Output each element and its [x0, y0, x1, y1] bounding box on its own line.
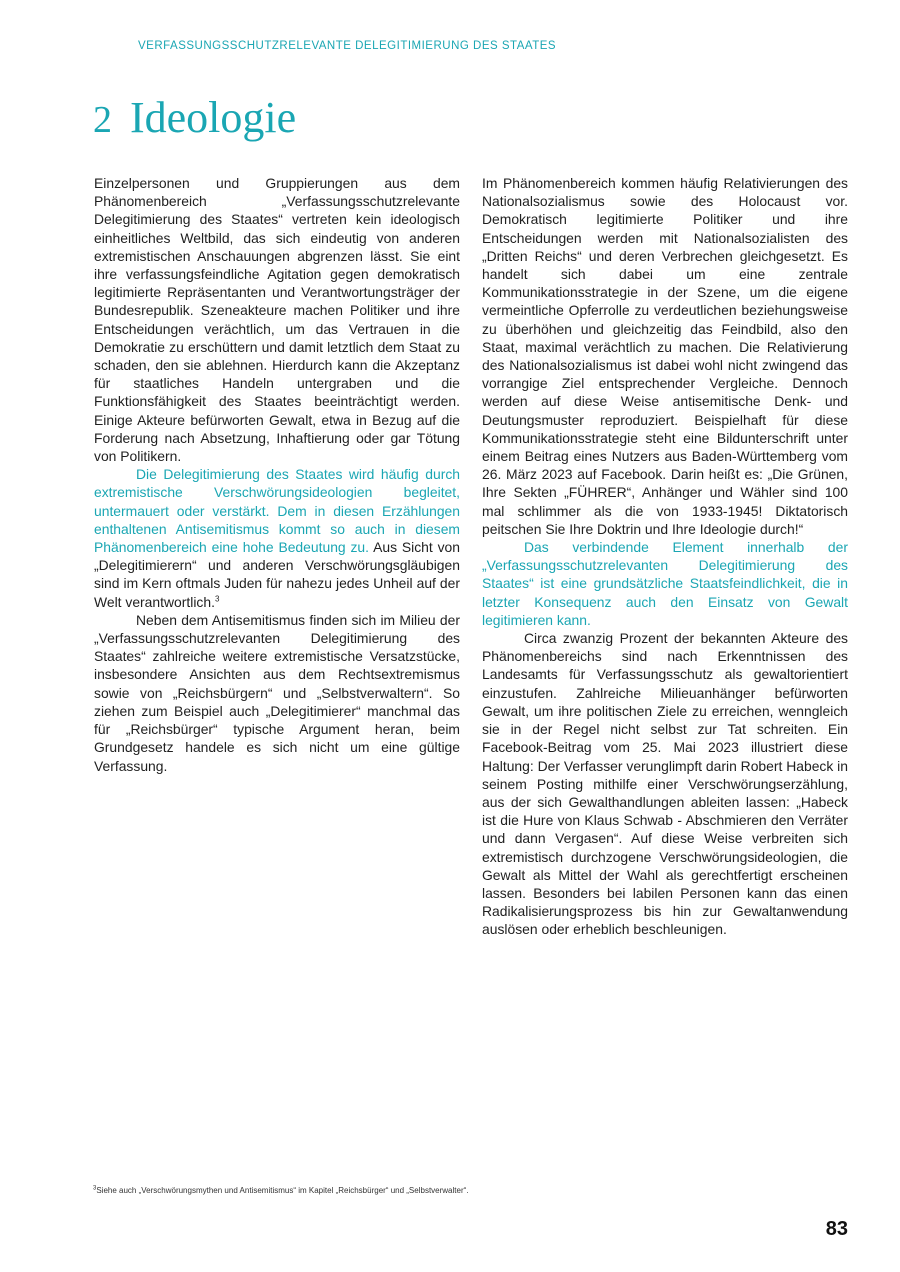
- page-number: 83: [825, 1218, 848, 1240]
- paragraph: Im Phänomenbereich kommen häufig Relativierungen des Nationalsozialismus sowie des Holocaust vor. Demokratisch legitimierte Politiker und ihre Entscheidungen werden mit Nationalsozialisten des „Dritten Reichs“ und deren Verbrechen gleichgesetzt. Es handelt sich dabei um eine zentrale Kommunikationsstrategie in der Szene, um die eigene vermeintliche Opferrolle zu verdeutlichen beziehungsweise zu überhöhen und gleichzeitig das Feindbild, also den Staat, maximal verächtlich zu machen. Die Relativierung des Nationalsozialismus ist dabei wohl nicht zwingend das vorrangige Ziel entsprechender Vergleiche. Dennoch werden auf diese Weise antisemitische Denk- und Deutungsmuster reproduziert. Beispielhaft für diese Kommunikationsstrategie steht eine Bildunterschrift unter einem Beitrag eines Nutzers aus Baden-Württemberg vom 26. März 2023 auf Facebook. Darin heißt es: „Die Grünen, Ihre Sekten „FÜHRER“, Anhänger und Wähler sind 100 mal schlimmer als die von 1933-1945! Diktatorisch peitschen Sie Ihre Doktrin und Ihre Ideologie durch!“: [482, 175, 848, 537]
- chapter-title: Ideologie: [130, 93, 297, 142]
- paragraph: Circa zwanzig Prozent der bekannten Akteure des Phänomenbereichs sind nach Erkenntnissen des Landesamts für Verfassungsschutz als gewaltorientiert einzustufen. Zahlreiche Milieuanhänger befürworten Gewalt, um ihre politischen Ziele zu erreichen, wenngleich sie in der Regel nicht selbst zur Tat schreiten. Ein Facebook-Beitrag vom 25. Mai 2023 illustriert diese Haltung: Der Verfasser verunglimpft darin Robert Habeck in seinem Posting mithilfe einer Verschwörungserzählung, aus der sich Gewalthandlungen ableiten lassen: „Habeck ist die Hure von Klaus Schwab - Abschmieren den Verräter und dann Vergasen“. Auf diese Weise verbreiten sich extremistisch durchzogene Verschwörungsideologien, die Gewalt als Mittel der Wahl als gerechtfertigt erscheinen lassen. Besonders bei labilen Personen kann das einen Radikalisierungsprozess bis hin zur Gewaltanwendung auslösen oder erheblich beschleunigen.: [482, 630, 848, 938]
- highlighted-text: Die Delegitimierung des Staates wird häufig durch extremistische Verschwörungsideologien begleitet, untermauert oder verstärkt. Dem in diesen Erzählungen enthaltenen Antisemitismus kommt so auch in diesem Phänomenbereich eine hohe Bedeutung zu.: [94, 466, 460, 556]
- chapter-heading: [93, 93, 297, 142]
- paragraph: Neben dem Antisemitismus finden sich im Milieu der „Verfassungsschutzrelevanten Delegitimierung des Staates“ zahlreiche weitere extremistische Versatzstücke, insbesondere Ansichten aus dem Rechtsextremismus sowie von „Reichsbürgern“ und „Selbstverwaltern“. So ziehen zum Beispiel auch „Delegitimierer“ manchmal das für „Reichsbürger“ typische Argument heran, beim Grundgesetz handele es sich nicht um eine gültige Verfassung.: [94, 611, 460, 774]
- footnote-marker: 3: [93, 1185, 97, 1192]
- footnote-text: Siehe auch „Verschwörungsmythen und Antisemitismus“ im Kapitel „Reichsbürger“ und „Selbstverwalter“.: [96, 1186, 469, 1195]
- left-column: [94, 174, 460, 775]
- footnote-reference[interactable]: 3: [214, 594, 220, 604]
- paragraph: Einzelpersonen und Gruppierungen aus dem Phänomenbereich „Verfassungsschutzrelevante Delegitimierung des Staates“ vertreten kein ideologisch einheitliches Weltbild, das sich eindeutig von anderen extremistischen Anschauungen abgrenzen lässt. Sie eint ihre verfassungsfeindliche Agitation gegen demokratisch legitimierte Repräsentanten und Verantwortungsträger der Bundesrepublik. Szeneakteure machen Politiker und ihre Entscheidungen verächtlich, um das Vertrauen in die Demokratie zu erschüttern und damit letztlich dem Staat zu schaden, den sie ablehnen. Hierdurch kann die Akzeptanz für staatliches Handeln untergraben und die Funktionsfähigkeit des Staates beeinträchtigt werden. Einige Akteure befürworten Gewalt, etwa in Bezug auf die Forderung nach Absetzung, Inhaftierung oder gar Tötung von Politikern.: [94, 175, 460, 465]
- paragraph-text: Aus Sicht von „Delegitimierern“ und anderen Verschwörungsgläubigen sind im Kern oftmals Juden für nahezu jedes Unheil auf der Welt verantwortlich.: [94, 539, 460, 610]
- running-head: VERFASSUNGSSCHUTZRELEVANTE DELEGITIMIERUNG DES STAATES: [138, 40, 557, 52]
- right-column: [482, 174, 848, 939]
- paragraph: [94, 465, 460, 611]
- chapter-number: 2: [93, 99, 112, 141]
- footnote: [93, 1186, 469, 1195]
- highlighted-paragraph: Das verbindende Element innerhalb der „Verfassungsschutzrelevanten Delegitimierung des Staates“ ist eine grundsätzliche Staatsfeindlichkeit, die in letzter Konsequenz auch den Einsatz von Gewalt legitimieren kann.: [482, 539, 848, 628]
